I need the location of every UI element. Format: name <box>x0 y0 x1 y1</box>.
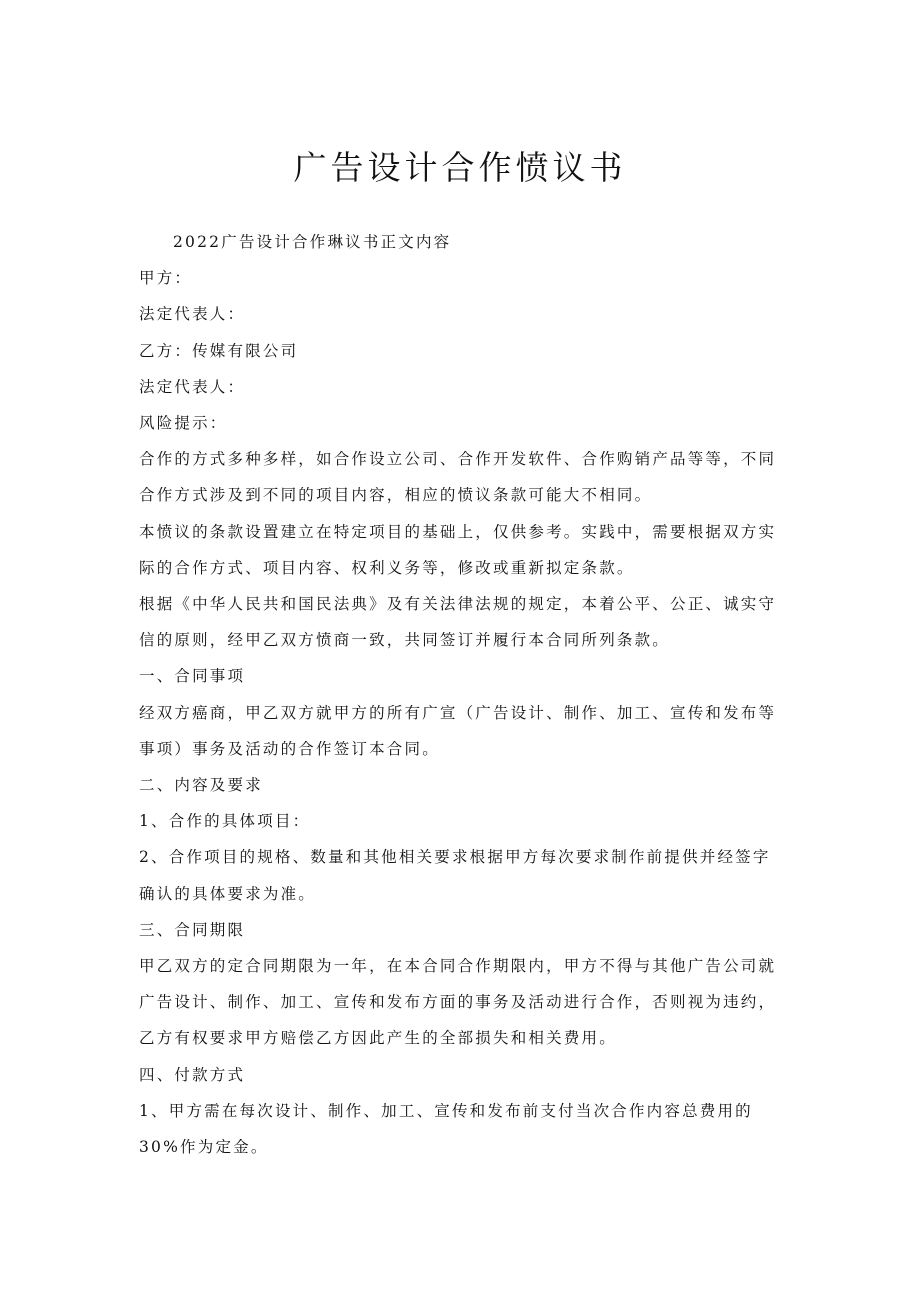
paragraph: 经双方癌商，甲乙双方就甲方的所有广宣（广告设计、制作、加工、宣传和发布等事项）事务及活动的合作签订本合同。 <box>139 703 777 758</box>
list-item: 1、合作的具体项目： <box>139 812 311 831</box>
document-title: 广告设计合作愤议书 <box>293 148 627 187</box>
paragraph: 本愤议的条款设置建立在特定项目的基础上，仅供参考。实践中，需要根据双方实际的合作方式、项目内容、权利义务等，修改或重新拟定条款。 <box>139 522 777 577</box>
document-body <box>139 224 779 1165</box>
list-item: 1、甲方需在每次设计、制作、加工、宣传和发布前支付当次合作内容总费用的30%作为定金。 <box>139 1101 753 1157</box>
party-b-line: 乙方：传媒有限公司 <box>139 341 299 360</box>
subtitle-paragraph: 2022广告设计合作琳议书正文内容 <box>173 233 452 251</box>
party-a-representative-line: 法定代表人： <box>139 305 246 324</box>
list-item: 2、合作项目的规格、数量和其他相关要求根据甲方每次要求制作前提供并经签字确认的具体要求为准。 <box>139 848 771 903</box>
section-heading: 三、合同期限 <box>139 920 246 939</box>
section-heading: 二、内容及要求 <box>139 776 263 795</box>
section-heading: 一、合同事项 <box>139 667 246 686</box>
paragraph: 合作的方式多种多样，如合作设立公司、合作开发软件、合作购销产品等等，不同合作方式涉及到不同的项目内容，相应的愤议条款可能大不相同。 <box>139 450 777 505</box>
risk-notice-heading: 风险提示： <box>139 414 228 433</box>
party-a-line: 甲方： <box>139 269 193 288</box>
section-heading: 四、付款方式 <box>139 1065 246 1084</box>
paragraph: 根据《中华人民共和国民法典》及有关法律法规的规定，本着公平、公正、诚实守信的原则，经甲乙双方愤商一致，共同签订并履行本合同所列条款。 <box>139 595 777 650</box>
paragraph: 甲乙双方的定合同期限为一年，在本合同合作期限内，甲方不得与其他广告公司就广告设计、制作、加工、宣传和发布方面的事务及活动进行合作，否则视为违约，乙方有权要求甲方赔偿乙方因此产生的全部损失和相关费用。 <box>139 957 777 1048</box>
party-b-representative-line: 法定代表人： <box>139 377 246 396</box>
